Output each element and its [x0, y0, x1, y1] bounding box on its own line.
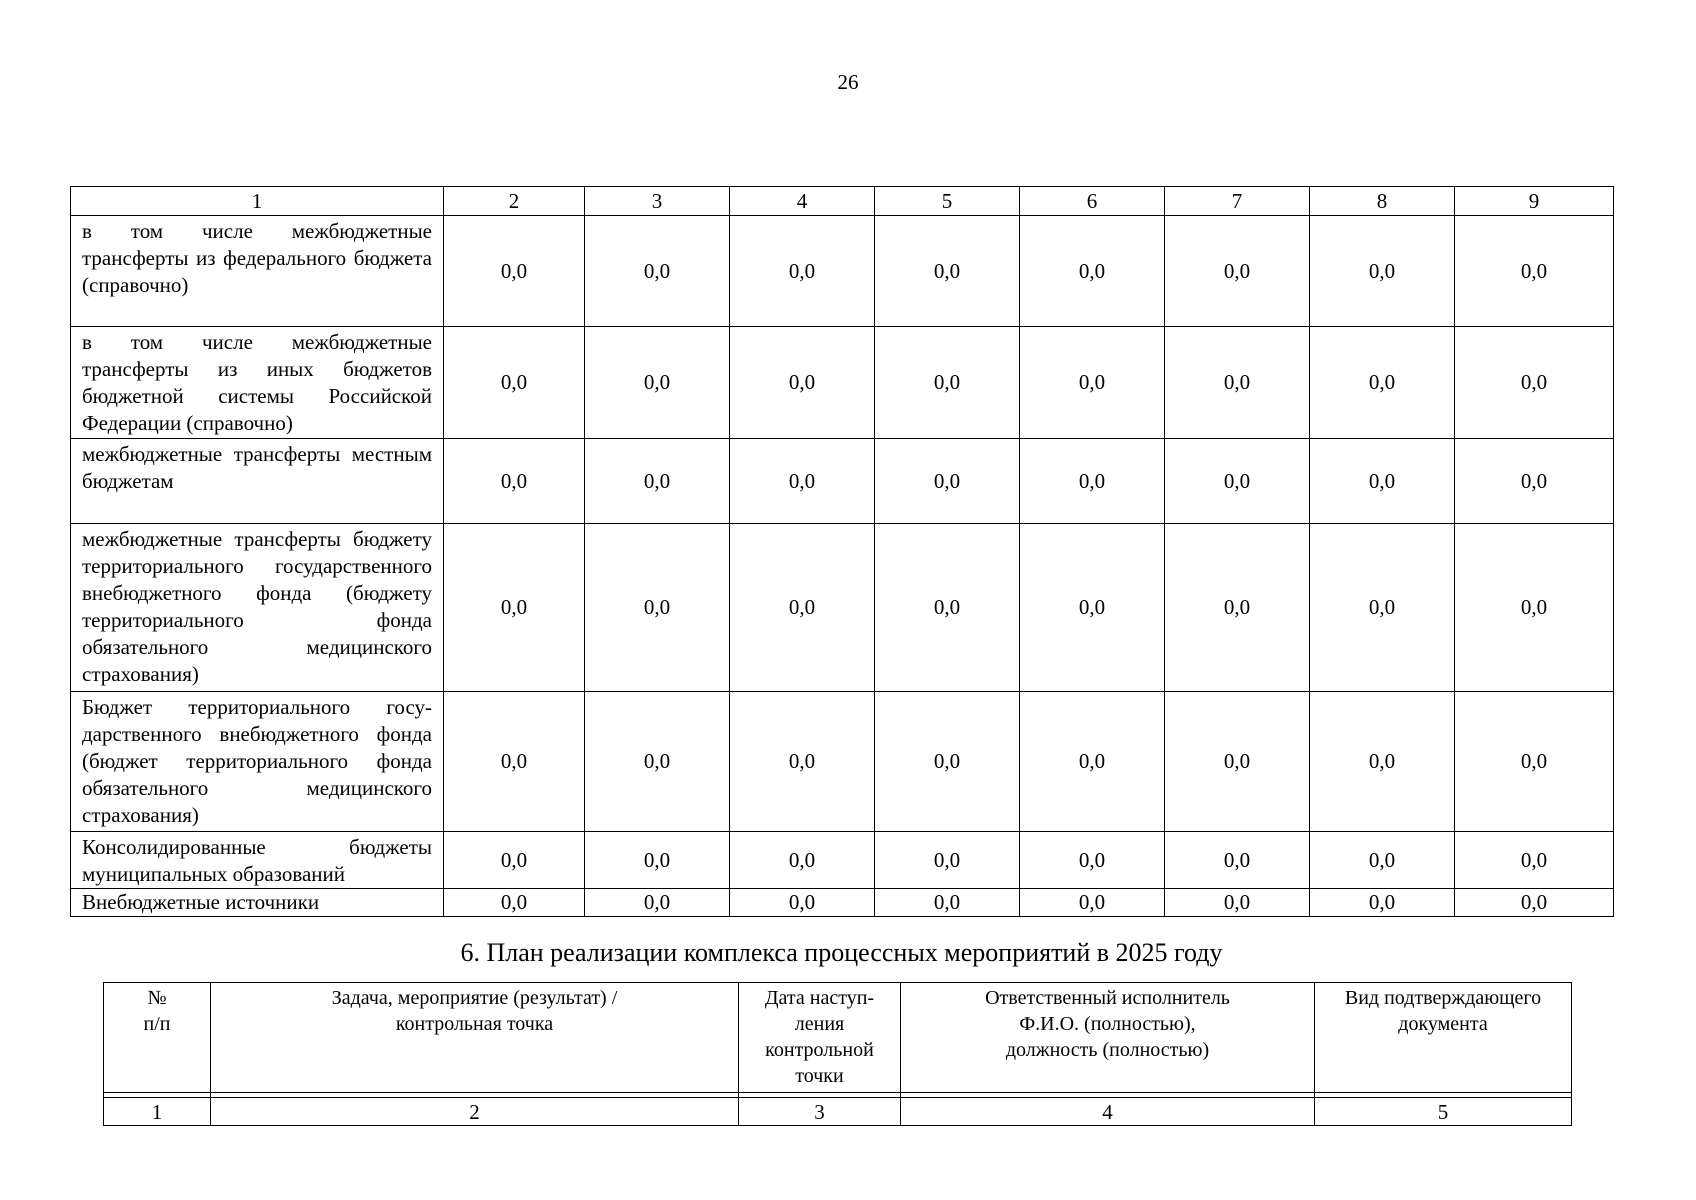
value-cell: 0,0 — [1455, 439, 1614, 524]
value-cell: 0,0 — [1310, 832, 1455, 889]
value-cell: 0,0 — [1310, 692, 1455, 832]
row-label: межбюджетные трансферты местным бюджетам — [71, 439, 444, 524]
plan-column-number-cell: 2 — [211, 1098, 739, 1126]
value-cell: 0,0 — [875, 439, 1020, 524]
value-cell: 0,0 — [585, 439, 730, 524]
value-cell: 0,0 — [1310, 327, 1455, 439]
value-cell: 0,0 — [585, 832, 730, 889]
funding-row — [71, 327, 1614, 439]
value-cell: 0,0 — [444, 327, 585, 439]
value-cell: 0,0 — [1455, 832, 1614, 889]
value-cell: 0,0 — [1165, 439, 1310, 524]
row-label: Консолидированные бюджеты муниципальных образований — [71, 832, 444, 889]
column-number-cell: 6 — [1020, 187, 1165, 216]
column-number-row — [71, 187, 1614, 216]
value-cell: 0,0 — [1455, 524, 1614, 692]
funding-table — [70, 186, 1614, 917]
value-cell: 0,0 — [585, 524, 730, 692]
funding-row — [71, 439, 1614, 524]
plan-header-row — [104, 983, 1572, 1093]
value-cell: 0,0 — [444, 692, 585, 832]
section-title: 6. План реализации комплекса процессных мероприятий в 2025 году — [460, 938, 1223, 967]
value-cell: 0,0 — [875, 524, 1020, 692]
value-cell: 0,0 — [1020, 832, 1165, 889]
plan-header-cell: Ответственный исполнитель Ф.И.О. (полностью), должность (полностью) — [901, 983, 1315, 1093]
column-number-cell: 7 — [1165, 187, 1310, 216]
row-label: Бюджет территориального государственного внебюджетного фонда (бюджет территориального фонда обязательного медицинского страхования) — [71, 692, 444, 832]
value-cell: 0,0 — [1020, 439, 1165, 524]
page-number: 26 — [837, 70, 859, 94]
funding-row — [71, 832, 1614, 889]
column-number-cell: 4 — [730, 187, 875, 216]
value-cell: 0,0 — [1455, 216, 1614, 327]
column-number-cell: 9 — [1455, 187, 1614, 216]
funding-row — [71, 524, 1614, 692]
plan-header-cell: № п/п — [104, 983, 211, 1093]
plan-table — [103, 982, 1572, 1126]
value-cell: 0,0 — [1020, 327, 1165, 439]
column-number-cell: 3 — [585, 187, 730, 216]
plan-column-number-cell: 4 — [901, 1098, 1315, 1126]
row-label: Внебюджетные источники — [71, 889, 444, 917]
value-cell: 0,0 — [875, 216, 1020, 327]
row-label: в том числе межбюджетные трансферты из федерального бюджета (справочно) — [71, 216, 444, 327]
plan-header-cell: Дата наступ- ления контрольной точки — [739, 983, 901, 1093]
funding-row — [71, 692, 1614, 832]
plan-column-number-cell: 5 — [1315, 1098, 1572, 1126]
value-cell: 0,0 — [1310, 216, 1455, 327]
plan-column-number-row — [104, 1098, 1572, 1126]
value-cell: 0,0 — [1165, 692, 1310, 832]
row-label: в том числе межбюджетные трансферты из иных бюджетов бюджетной системы Российской Федерации (справочно) — [71, 327, 444, 439]
plan-column-number-cell: 1 — [104, 1098, 211, 1126]
value-cell: 0,0 — [1020, 889, 1165, 917]
value-cell: 0,0 — [730, 692, 875, 832]
value-cell: 0,0 — [730, 216, 875, 327]
value-cell: 0,0 — [730, 439, 875, 524]
value-cell: 0,0 — [585, 692, 730, 832]
column-number-cell: 5 — [875, 187, 1020, 216]
value-cell: 0,0 — [875, 889, 1020, 917]
value-cell: 0,0 — [1165, 216, 1310, 327]
plan-header-cell: Вид подтверждающего документа — [1315, 983, 1572, 1093]
value-cell: 0,0 — [1020, 524, 1165, 692]
column-number-cell: 2 — [444, 187, 585, 216]
funding-row — [71, 889, 1614, 917]
value-cell: 0,0 — [1020, 692, 1165, 832]
value-cell: 0,0 — [1165, 832, 1310, 889]
plan-column-number-cell: 3 — [739, 1098, 901, 1126]
value-cell: 0,0 — [1020, 216, 1165, 327]
value-cell: 0,0 — [585, 216, 730, 327]
value-cell: 0,0 — [1310, 524, 1455, 692]
value-cell: 0,0 — [444, 439, 585, 524]
value-cell: 0,0 — [1310, 439, 1455, 524]
column-number-cell: 8 — [1310, 187, 1455, 216]
value-cell: 0,0 — [444, 832, 585, 889]
value-cell: 0,0 — [875, 692, 1020, 832]
value-cell: 0,0 — [875, 327, 1020, 439]
plan-header-cell: Задача, мероприятие (результат) / контрольная точка — [211, 983, 739, 1093]
value-cell: 0,0 — [444, 524, 585, 692]
column-number-cell: 1 — [71, 187, 444, 216]
value-cell: 0,0 — [444, 216, 585, 327]
value-cell: 0,0 — [1455, 692, 1614, 832]
value-cell: 0,0 — [585, 889, 730, 917]
value-cell: 0,0 — [875, 832, 1020, 889]
value-cell: 0,0 — [1165, 889, 1310, 917]
value-cell: 0,0 — [585, 327, 730, 439]
value-cell: 0,0 — [730, 327, 875, 439]
value-cell: 0,0 — [1455, 889, 1614, 917]
value-cell: 0,0 — [444, 889, 585, 917]
value-cell: 0,0 — [1455, 327, 1614, 439]
value-cell: 0,0 — [1310, 889, 1455, 917]
value-cell: 0,0 — [730, 524, 875, 692]
row-label: межбюджетные трансферты бюджету территориального государственного внебюджетного фонда (бюджету территориального фонда обязательного медицинского страхования) — [71, 524, 444, 692]
funding-row — [71, 216, 1614, 327]
value-cell: 0,0 — [1165, 524, 1310, 692]
value-cell: 0,0 — [730, 889, 875, 917]
value-cell: 0,0 — [1165, 327, 1310, 439]
value-cell: 0,0 — [730, 832, 875, 889]
